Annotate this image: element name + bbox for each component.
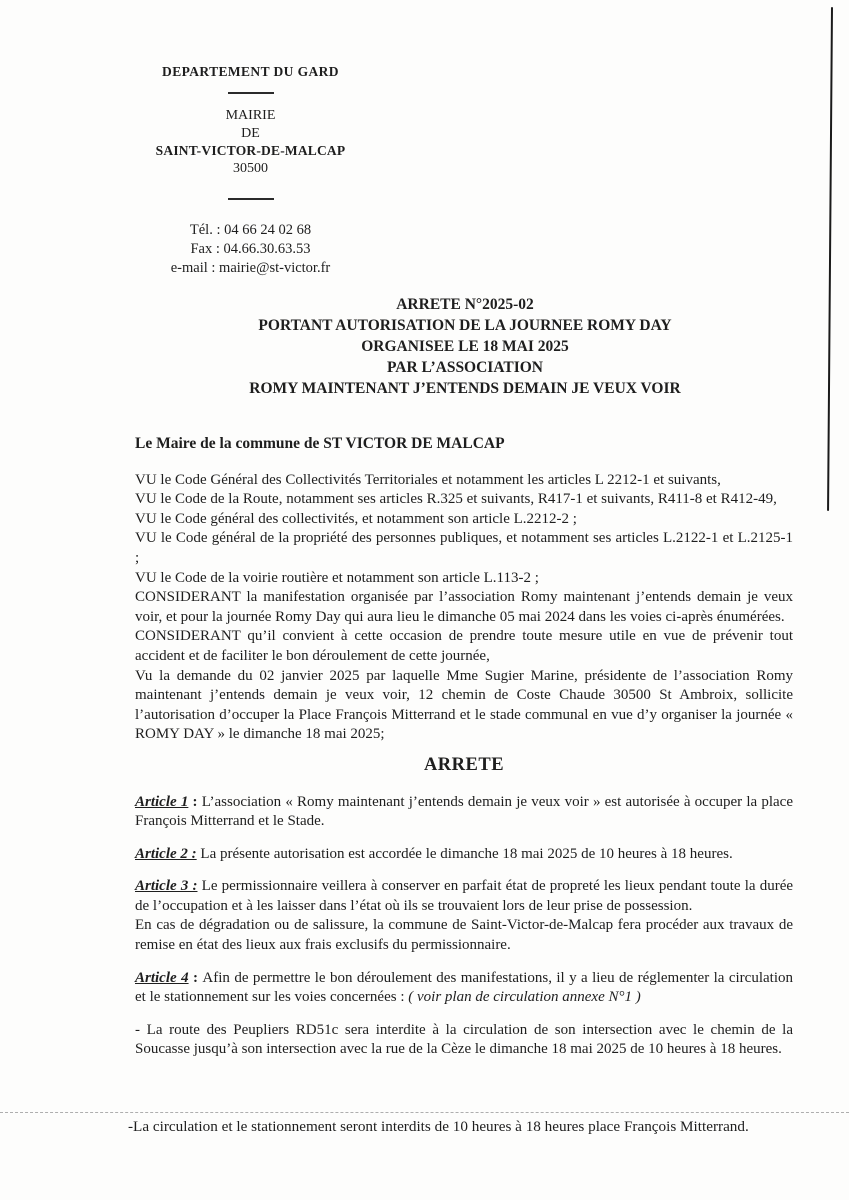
contact-block [103, 221, 398, 278]
contact-fax: Fax : 04.66.30.63.53 [190, 241, 311, 257]
mairie-label: MAIRIE [225, 108, 276, 123]
article-2 [135, 845, 793, 865]
article-2-text: La présente autorisation est accordée le dimanche 18 mai 2025 de 10 heures à 18 heures. [200, 845, 733, 862]
article-1-text: L’association « Romy maintenant j’entends demain je veux voir » est autorisée à occuper la place François Mitterrand et le Stade. [135, 793, 793, 830]
recital-vu: VU le Code général des collectivités, et notamment son article L.2212-2 ; [135, 510, 577, 527]
salutation: Le Maire de la commune de ST VICTOR DE MALCAP [135, 435, 505, 452]
decree-title-line: ARRETE N°2025-02 [396, 296, 534, 313]
recital-vu: VU le Code de la Route, notamment ses articles R.325 et suivants, R417-1 et suivants, R411-8 et R412-49, [135, 491, 777, 508]
contact-tel: Tél. : 04 66 24 02 68 [189, 222, 312, 238]
article-4-label: Article 4 [135, 969, 189, 986]
article-4-text: Afin de permettre le bon déroulement des manifestations, il y a lieu de réglementer la circulation et le stationnement sur les voies concernées : [135, 969, 793, 1006]
recital-considerant: CONSIDERANT la manifestation organisée par l’association Romy maintenant j’entends demain je veux voir, et pour la journée Romy Day qui aura lieu le dimanche 05 mai 2024 dans les voies ci-après énumérées. [135, 589, 793, 625]
recital-considerant: CONSIDERANT qu’il convient à cette occasion de prendre toute mesure utile en vue de prévenir tout accident et de faciliter le bon déroulement de cette journée, [135, 628, 793, 664]
article-2-label: Article 2 : [135, 845, 197, 862]
arrete-heading: ARRETE [423, 754, 505, 775]
decree-title-line: PAR L’ASSOCIATION [386, 359, 544, 376]
commune-name: SAINT-VICTOR-DE-MALCAP [155, 143, 346, 158]
article-1-label: Article 1 [135, 793, 189, 810]
article-1-separator: : [188, 793, 202, 810]
scanner-streak-artifact [827, 7, 833, 511]
article-4-annex-note: ( voir plan de circulation annexe N°1 ) [408, 989, 641, 1006]
recital-demande: Vu la demande du 02 janvier 2025 par laquelle Mme Sugier Marine, présidente de l’association Romy maintenant j’entends demain je veux voir, 12 chemin de Coste Chaude 30500 St Ambroix, sollicite l’autorisation d’occuper la Place François Mitterrand et le stade communal en vue d’y organiser la journée « ROMY DAY » le dimanche 18 mai 2025; [135, 667, 793, 743]
article-3-label: Article 3 : [135, 878, 198, 895]
article-4 [135, 969, 793, 1008]
recital-vu: VU le Code de la voirie routière et notamment son article L.113-2 ; [135, 569, 539, 586]
closing-restriction-line: -La circulation et le stationnement seront interdits de 10 heures à 18 heures place François Mitterrand. [128, 1118, 749, 1135]
decree-title [135, 294, 795, 399]
decree-title-line: ROMY MAINTENANT J’ENTENDS DEMAIN JE VEUX VOIR [249, 380, 681, 397]
article-1 [135, 793, 793, 832]
letterhead [103, 64, 398, 278]
letterhead-divider-bottom [228, 198, 274, 200]
road-closure-item: - La route des Peupliers RD51c sera interdite à la circulation de son intersection avec le chemin de la Soucasse jusqu’à son intersection avec la rue de la Cèze le dimanche 18 mai 2025 de 10 heures à 18 heures. [135, 1021, 793, 1058]
mairie-de-label: DE [241, 125, 260, 141]
article-3-text: Le permissionnaire veillera à conserver en parfait état de propreté les lieux pendant toute la durée de l’occupation et à les laisser dans l’état où ils se trouvaient lors de leur prise de possession. [135, 878, 794, 914]
recital-vu: VU le Code général de la propriété des personnes publiques, et notamment ses articles L.2122-1 et L.2125-1 ; [135, 530, 793, 566]
document-body [135, 434, 793, 1060]
decree-title-line: ORGANISEE LE 18 MAI 2025 [361, 338, 569, 355]
decree-title-line: PORTANT AUTORISATION DE LA JOURNEE ROMY DAY [258, 317, 672, 334]
scan-fold-dashed-line [0, 1112, 849, 1113]
article-3-extra: En cas de dégradation ou de salissure, la commune de Saint-Victor-de-Malcap fera procéder aux travaux de remise en état des lieux aux frais exclusifs du permissionnaire. [135, 917, 793, 954]
recitals-block [135, 471, 793, 745]
contact-email: e-mail : mairie@st-victor.fr [170, 260, 331, 276]
department-name: DEPARTEMENT DU GARD [162, 64, 339, 79]
article-3 [135, 877, 793, 955]
letterhead-divider-top [228, 92, 274, 94]
article-4-separator: : [188, 969, 203, 986]
recital-vu: VU le Code Général des Collectivités Territoriales et notamment les articles L 2212-1 et suivants, [135, 471, 721, 488]
postal-code: 30500 [233, 160, 268, 176]
